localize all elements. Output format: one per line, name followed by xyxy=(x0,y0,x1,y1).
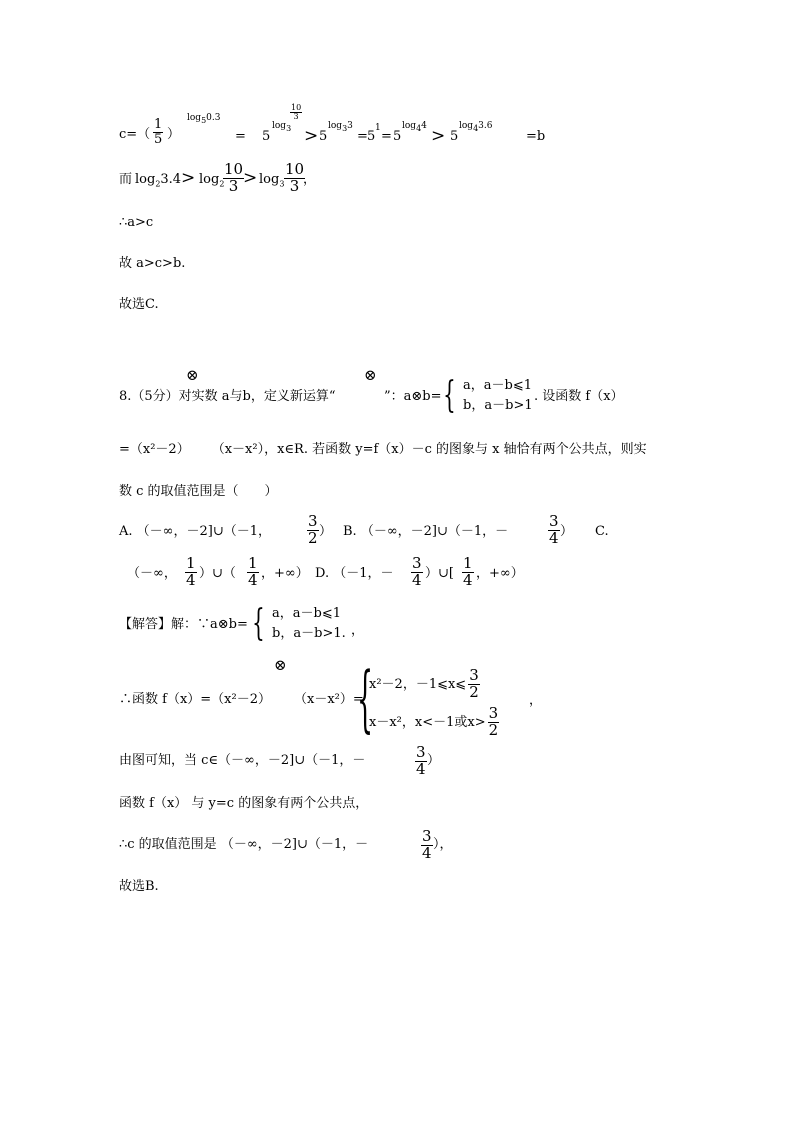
option-d-part-3: ，+∞） xyxy=(476,566,524,581)
option-c-part-3: ，+∞） xyxy=(261,566,309,581)
log2-3.4: $\log_23.4$ xyxy=(135,172,182,189)
conclusion-order: 故 a>c>b. xyxy=(119,256,186,271)
common-points: 函数 f（x） 与 y=c 的图象有两个公共点， xyxy=(119,796,369,811)
option-d-fraction-1: $\frac{3}{4}$ xyxy=(412,554,422,589)
equals-2: = xyxy=(357,129,368,144)
question-8-line-3: 数 c 的取值范围是（ ） xyxy=(119,484,278,499)
range-fraction: $\frac{3}{4}$ xyxy=(422,827,432,862)
ten-thirds-fraction-2: $\frac{10}{3}$ xyxy=(285,160,305,195)
term2-exponent: $\log_33$ xyxy=(328,121,353,133)
option-c-part-2: ）∪（ xyxy=(199,566,236,581)
log3: $\log_3$ xyxy=(259,172,285,189)
answer-case-1: a，a－b⩽1 xyxy=(272,606,342,621)
option-c-fraction-2: $\frac{1}{4}$ xyxy=(248,554,258,589)
question-8-intro: 8.（5分）对实数 a与b，定义新运算“ xyxy=(119,389,336,404)
case-1: a，a－b⩽1 xyxy=(463,378,533,393)
final-answer: 故选B. xyxy=(119,879,159,894)
left-brace: { xyxy=(443,375,456,417)
option-a-end: ） xyxy=(319,524,333,539)
range-end: ）， xyxy=(433,837,453,852)
equals-3: = xyxy=(381,129,392,144)
equals-b: =b xyxy=(526,129,546,144)
left-brace: { xyxy=(252,603,265,645)
c-prefix: c=（ xyxy=(119,127,151,142)
option-a-fraction: $\frac{3}{2}$ xyxy=(308,512,318,547)
option-c-label: C. xyxy=(595,524,609,539)
comma: ， xyxy=(303,172,317,187)
range-text: ∴c 的取值范围是 （－∞，－2]∪（－1，－ xyxy=(119,837,369,852)
one-fifth-fraction: $\frac{1}{5}$ xyxy=(154,117,163,147)
greater-than: > xyxy=(181,168,196,188)
observation-text: 由图可知，当 c∈（－∞，－2]∪（－1，－ xyxy=(119,753,366,768)
option-d: D. （－1，－ xyxy=(315,566,394,581)
f-part-1: =（x²－2） xyxy=(119,442,190,457)
observation-fraction: $\frac{3}{4}$ xyxy=(416,743,426,778)
term5-base: 5 xyxy=(450,129,459,144)
greater-than-2: > xyxy=(243,168,258,188)
ten-thirds-fraction: $\frac{10}{3}$ xyxy=(224,160,244,195)
comma: ， xyxy=(529,693,543,708)
otimes-symbol: ⊗ xyxy=(186,366,199,384)
term1-base: 5 xyxy=(262,129,271,144)
term1-exponent: $\log_3$ xyxy=(272,121,292,133)
f-part-2: （x－x²），x∈R. 若函数 y=f（x）－c 的图象与 x 轴恰有两个公共点，则实 xyxy=(211,442,647,457)
option-b-end: ） xyxy=(560,524,574,539)
large-brace: { xyxy=(357,656,374,740)
term4-exponent: $\log_44$ xyxy=(402,121,427,133)
greater-than: > xyxy=(304,126,319,146)
term3-base: 5 xyxy=(367,129,376,144)
option-c-fraction-1: $\frac{1}{4}$ xyxy=(186,554,196,589)
conclusion-a-gt-c: ∴a>c xyxy=(119,215,154,230)
option-d-part-2: ）∪[ xyxy=(425,566,454,581)
log2: $\log_2$ xyxy=(199,172,225,189)
term1-exponent-fraction: $\frac{10}{3}$ xyxy=(291,103,302,122)
case-2: b，a－b>1 xyxy=(463,398,533,414)
option-c-part-1: （－∞， xyxy=(127,566,177,581)
option-b: B. （－∞，－2]∪（－1，－ xyxy=(343,524,509,539)
function-case-1: x²－2，－1⩽x⩽ $\frac{3}{2}$ xyxy=(369,666,479,701)
function-part-1: ∴函数 f（x）=（x²－2） xyxy=(119,692,271,707)
option-d-fraction-2: $\frac{1}{4}$ xyxy=(463,554,473,589)
term5-exponent: $\log_43.6$ xyxy=(459,121,493,133)
function-part-2: （x－x²）= xyxy=(294,692,364,707)
close-paren: ） xyxy=(167,127,181,142)
exponent-log: $\log_50.3$ xyxy=(187,113,221,125)
option-b-fraction: $\frac{3}{4}$ xyxy=(549,512,559,547)
answer-choose-c: 故选C. xyxy=(119,297,159,312)
greater-than-2: > xyxy=(431,126,446,146)
otimes-symbol-2: ⊗ xyxy=(364,366,377,384)
term2-base: 5 xyxy=(319,129,328,144)
piecewise-cases xyxy=(440,376,533,416)
question-8-line-2 xyxy=(119,443,647,456)
otimes-symbol-3: ⊗ xyxy=(274,656,287,674)
answer-piecewise xyxy=(249,604,346,644)
term3-exponent: 1 xyxy=(375,123,381,133)
equals: = xyxy=(235,129,246,144)
function-case-2: x－x²，x<－1或x> $\frac{3}{2}$ xyxy=(369,704,499,739)
er-prefix: 而 xyxy=(119,172,133,187)
comma: ， xyxy=(351,623,365,638)
answer-label: 【解答】解：∵a⊗b= xyxy=(119,617,248,632)
term4-base: 5 xyxy=(393,129,402,144)
observation-end: ） xyxy=(427,753,441,768)
answer-case-2: b，a－b>1. xyxy=(272,626,346,642)
define-f: . 设函数 f（x） xyxy=(534,389,624,404)
option-a: A. （－∞，－2]∪（－1， xyxy=(119,524,271,539)
operation-definition: ”：a⊗b= xyxy=(384,389,442,404)
